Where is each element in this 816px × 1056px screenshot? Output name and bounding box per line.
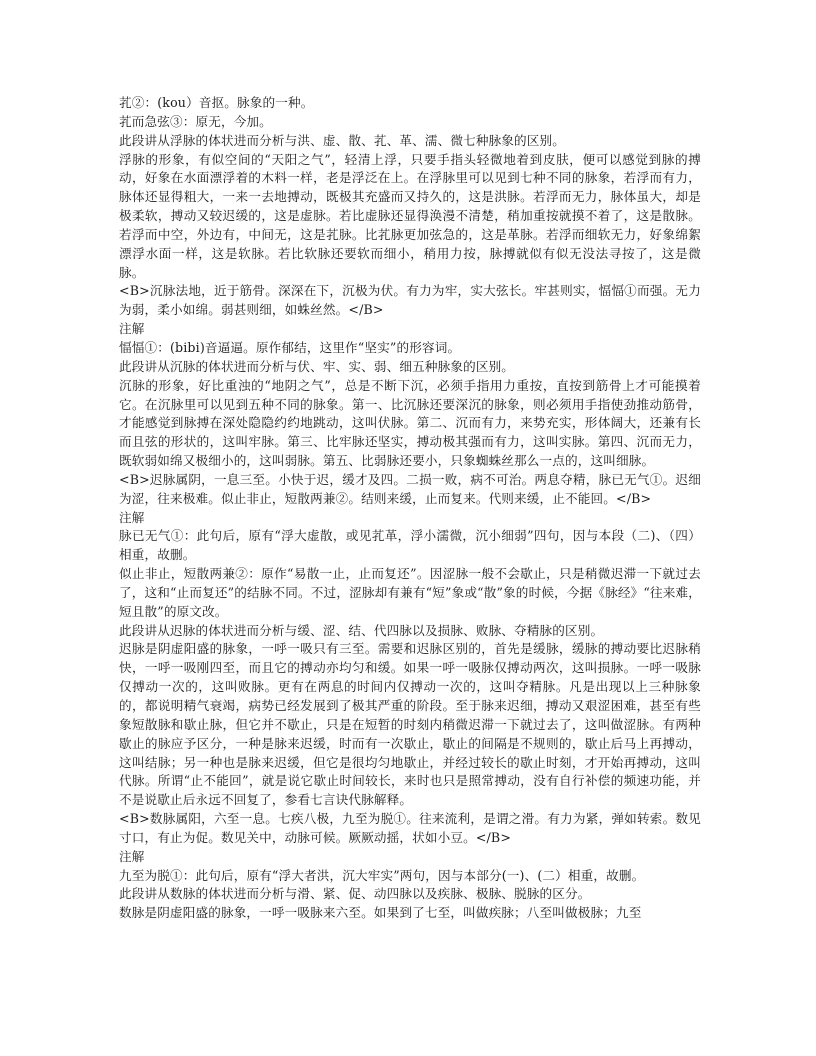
paragraph: 芤②：(kou）音抠。脉象的一种。 <box>119 95 314 110</box>
paragraph: 此段讲从浮脉的体状进而分析与洪、虚、散、芤、革、濡、微七种脉象的区别。 <box>119 132 566 148</box>
section-heading: 注解 <box>119 509 145 525</box>
paragraph: 似止非止，短散两兼②：原作“易散一止，止而复还”。因涩脉一般不会歇止，只是稍微迟滞一下就过去了，这和“止而复还”的结脉不同。不过，涩脉却有兼有“短”象或“散”象的时候，今据《脉经》“往来难，短且散”的原文改。 <box>119 566 701 619</box>
document-page <box>119 94 701 923</box>
paragraph: 迟脉是阴虚阳盛的脉象，一呼一吸只有三至。需要和迟脉区别的，首先是缓脉，缓脉的搏动要比迟脉稍快，一呼一吸刚四至，而且它的搏动亦均匀和缓。如果一呼一吸脉仅搏动两次，这叫损脉。一呼一吸脉仅搏动一次的，这叫败脉。更有在两息的时间内仅搏动一次的，这叫夺精脉。凡是出现以上三种脉象的，都说明精气衰竭，病势已经发展到了极其严重的阶段。至于脉来迟细，搏动又艰涩困难，甚至有些象短散脉和歇止脉，但它并不歇止，只是在短暂的时刻内稍微迟滞一下就过去了，这叫做涩脉。有两种歇止的脉应予区分，一种是脉来迟缓，时而有一次歇止，歇止的间隔是不规则的，歇止后马上再搏动，这叫结脉；另一种也是脉来迟缓，但它是很均匀地歇止，并经过较长的歇止时刻，才开始再搏动，这叫代脉。所谓“止不能回”，就是说它歇止时间较长，来时也只是照常搏动，没有自行补偿的频速功能，并不是说歇止后永远不回复了，参看七言诀代脉解释。 <box>119 641 701 808</box>
paragraph: 九至为脱①：此句后，原有“浮大者洪，沉大牢实”两句，因与本部分(一)、(二）相重，故删。 <box>119 867 645 883</box>
paragraph: 此段讲从沉脉的体状进而分析与伏、牢、实、弱、细五种脉象的区别。 <box>119 358 515 374</box>
paragraph: 此段讲从数脉的体状进而分析与滑、紧、促、动四脉以及疾脉、极脉、脱脉的区分。 <box>119 886 591 902</box>
paragraph: 脉已无气①：此句后，原有“浮大虚散，或见芤革，浮小濡微，沉小细弱”四句，因与本段（二)、（四）相重，故删。 <box>119 528 701 563</box>
paragraph: <B>迟脉属阴，一息三至。小快于迟，缓才及四。二损一败，病不可治。两息夺精，脉已无气①。迟细为涩，往来极难。似止非止，短散两兼②。结则来缓，止而复来。代则来缓，止不能回。</B> <box>119 471 701 506</box>
paragraph: 浮脉的形象，有似空间的“天阳之气”，轻清上浮，只要手指头轻微地着到皮肤，便可以感觉到脉的搏动，好象在水面漂浮着的木料一样，老是浮泛在上。在浮脉里可以见到七种不同的脉象，若浮而有力，脉体还显得粗大，一来一去地搏动，既极其充盛而又持久的，这是洪脉。若浮而无力，脉体虽大，却是极柔软，搏动又较迟缓的，这是虚脉。若比虚脉还显得涣漫不清楚，稍加重按就摸不着了，这是散脉。若浮而中空，外边有，中间无，这是芤脉。比芤脉更加弦急的，这是革脉。若浮而细软无力，好象绵絮漂浮水面一样，这是软脉。若比软脉还要软而细小，稍用力按，脉搏就似有似无没法寻按了，这是微脉。 <box>119 151 701 280</box>
paragraph: 此段讲从迟脉的体状进而分析与缓、涩、结、代四脉以及损脉、败脉、夺精脉的区别。 <box>119 622 604 638</box>
paragraph: <B>沉脉法地，近于筋骨。深深在下，沉极为伏。有力为牢，实大弦长。牢甚则实，愊愊①而强。无力为弱，柔小如绵。弱甚则细，如蛛丝然。</B> <box>119 283 701 318</box>
paragraph: 数脉是阴虚阳盛的脉象，一呼一吸脉来六至。如果到了七至，叫做疾脉；八至叫做极脉；九至 <box>119 905 642 921</box>
paragraph: 沉脉的形象，好比重浊的“地阴之气”，总是不断下沉，必须手指用力重按，直按到筋骨上才可能摸着它。在沉脉里可以见到五种不同的脉象。第一、比沉脉还要深沉的脉象，则必须用手指使劲推动筋骨，才能感觉到脉搏在深处隐隐约约地跳动，这叫伏脉。第二、沉而有力，来势充实，形体阔大，还兼有长而且弦的形状的，这叫牢脉。第三、比牢脉还坚实，搏动极其强而有力，这叫实脉。第四、沉而无力，既软弱如绵又极细小的，这叫弱脉。第五、比弱脉还要小，只象蜘蛛丝那么一点的，这叫细脉。 <box>119 377 701 469</box>
paragraph: <B>数脉属阳，六至一息。七疾八极，九至为脱①。往来流利，是谓之滑。有力为紧，弹如转索。数见寸口，有止为促。数见关中，动脉可候。厥厥动摇，状如小豆。</B> <box>119 811 701 845</box>
paragraph: 愊愊①：(bibi)音逼逼。原作郁结，这里作“坚实”的形容词。 <box>119 339 461 355</box>
section-heading: 注解 <box>119 321 145 337</box>
paragraph: 芤而急弦③：原无，今加。 <box>119 113 272 129</box>
section-heading: 注解 <box>119 848 145 864</box>
